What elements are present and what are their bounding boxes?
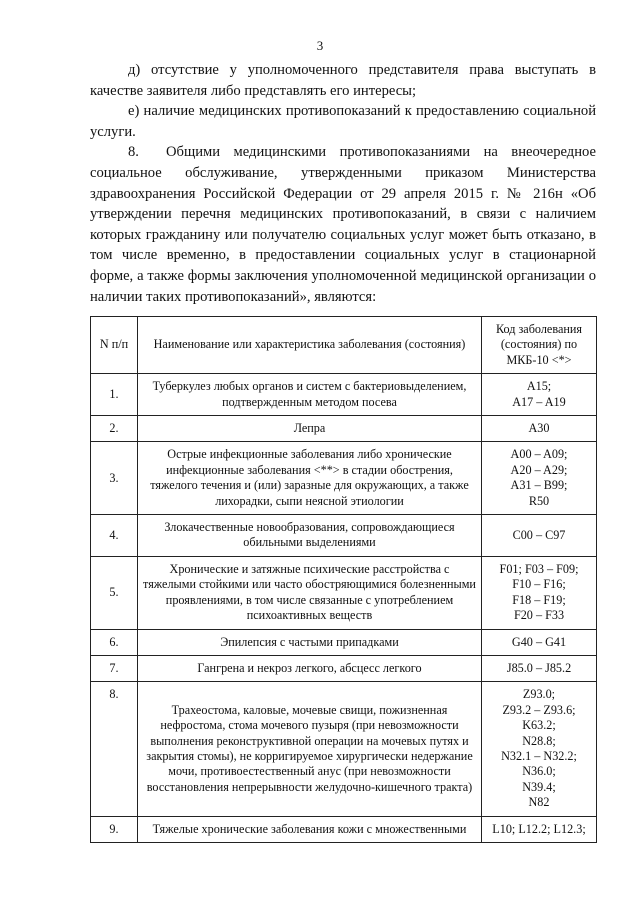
icd-codes xyxy=(482,655,597,681)
table-row xyxy=(91,416,597,442)
icd-code: Z93.2 – Z93.6; xyxy=(502,702,576,717)
table-row xyxy=(91,556,597,629)
row-number: 3. xyxy=(91,442,138,515)
disease-name: Лепра xyxy=(138,416,482,442)
row-number: 4. xyxy=(91,515,138,557)
paragraph-8-text: Общими медицинскими противопоказаниями на внеочередное социальное обслуживание, утвержденными приказом Министерства здравоохранения Российской Федерации от 29 апреля 2015 г. № 216н «Об утверждении перечня медицинских противопоказаний, в связи с наличием которых гражданину или получателю социальных услуг может быть отказано, в том числе временно, в предоставлении социальных услуг в стационарной форме, а также формы заключения уполномоченной медицинской организации о наличии таких противопоказаний», являются: xyxy=(90,144,596,305)
icd-codes xyxy=(482,515,597,557)
row-number: 2. xyxy=(91,416,138,442)
icd-code: L10; L12.2; L12.3; xyxy=(492,821,586,836)
icd-codes xyxy=(482,816,597,842)
table-body xyxy=(91,374,597,843)
icd-codes xyxy=(482,442,597,515)
icd-code: N32.1 – N32.2; xyxy=(501,748,577,763)
table-row xyxy=(91,655,597,681)
row-number: 8. xyxy=(91,682,138,816)
icd-code: F01; F03 – F09; xyxy=(499,561,579,576)
paragraph-d: д) отсутствие у уполномоченного представителя права выступать в качестве заявителя либо представлять его интересы; xyxy=(90,62,596,99)
icd-code: A31 – B99; xyxy=(510,478,568,493)
table-row xyxy=(91,682,597,816)
header-name: Наименование или характеристика заболевания (состояния) xyxy=(138,317,482,374)
table-row xyxy=(91,442,597,515)
contraindications-table xyxy=(90,316,597,843)
row-number: 6. xyxy=(91,629,138,655)
paragraph-8 xyxy=(90,142,596,307)
icd-codes xyxy=(482,682,597,816)
header-code: Код заболевания (состояния) по МКБ-10 <*> xyxy=(482,317,597,374)
icd-code: J85.0 – J85.2 xyxy=(506,660,572,675)
icd-code: C00 – C97 xyxy=(512,527,566,542)
icd-code: N82 xyxy=(528,795,550,810)
paragraph-number: 8. xyxy=(128,144,139,161)
table-row xyxy=(91,515,597,557)
disease-name: Туберкулез любых органов и систем с бактериовыделением, подтвержденным методом посева xyxy=(138,374,482,416)
paragraph-e: е) наличие медицинских противопоказаний к предоставлению социальной услуги. xyxy=(90,103,596,140)
row-number: 7. xyxy=(91,655,138,681)
header-number: N п/п xyxy=(91,317,138,374)
disease-name: Острые инфекционные заболевания либо хронические инфекционные заболевания <**> в стадии обострения, тяжелого течения и (или) заразные для окружающих, а также лихорадки, сыпи неясной этиологии xyxy=(138,442,482,515)
icd-codes xyxy=(482,629,597,655)
icd-codes xyxy=(482,556,597,629)
disease-name: Гангрена и некроз легкого, абсцесс легкого xyxy=(138,655,482,681)
icd-code: A20 – A29; xyxy=(510,462,568,477)
table-row xyxy=(91,374,597,416)
row-number: 9. xyxy=(91,816,138,842)
page-number: 3 xyxy=(316,38,324,53)
table-row xyxy=(91,629,597,655)
icd-code: N39.4; xyxy=(522,779,556,794)
row-number: 5. xyxy=(91,556,138,629)
icd-code: N28.8; xyxy=(522,733,556,748)
icd-code: F20 – F33 xyxy=(513,608,565,623)
icd-code: A17 – A19 xyxy=(512,394,566,409)
icd-codes xyxy=(482,416,597,442)
icd-code: A30 xyxy=(528,421,550,436)
table-header-row xyxy=(91,317,597,374)
row-number: 1. xyxy=(91,374,138,416)
icd-code: N36.0; xyxy=(522,764,556,779)
disease-name: Тяжелые хронические заболевания кожи с множественными xyxy=(138,816,482,842)
icd-code: F10 – F16; xyxy=(512,577,566,592)
icd-code: K63.2; xyxy=(522,718,556,733)
disease-name: Злокачественные новообразования, сопровождающиеся обильными выделениями xyxy=(138,515,482,557)
body-text xyxy=(90,60,596,307)
icd-code: A15; xyxy=(526,379,552,394)
icd-code: Z93.0; xyxy=(522,687,556,702)
icd-codes xyxy=(482,374,597,416)
icd-code: R50 xyxy=(528,493,550,508)
disease-name: Хронические и затяжные психические расстройства с тяжелыми стойкими или часто обостряющимися болезненными проявлениями, в том числе связанные с употреблением психоактивных веществ xyxy=(138,556,482,629)
disease-name: Трахеостома, каловые, мочевые свищи, пожизненная нефростома, стома мочевого пузыря (при невозможности выполнения реконструктивной операции на мочевых путях и закрытия стомы), не корригируемое хирургически недержание мочи, противоестественный анус (при невозможности восстановления непрерывности желудочно-кишечного тракта) xyxy=(138,682,482,816)
icd-code: F18 – F19; xyxy=(512,592,566,607)
icd-code: G40 – G41 xyxy=(511,634,567,649)
table-row xyxy=(91,816,597,842)
icd-code: A00 – A09; xyxy=(510,447,568,462)
disease-name: Эпилепсия с частыми припадками xyxy=(138,629,482,655)
